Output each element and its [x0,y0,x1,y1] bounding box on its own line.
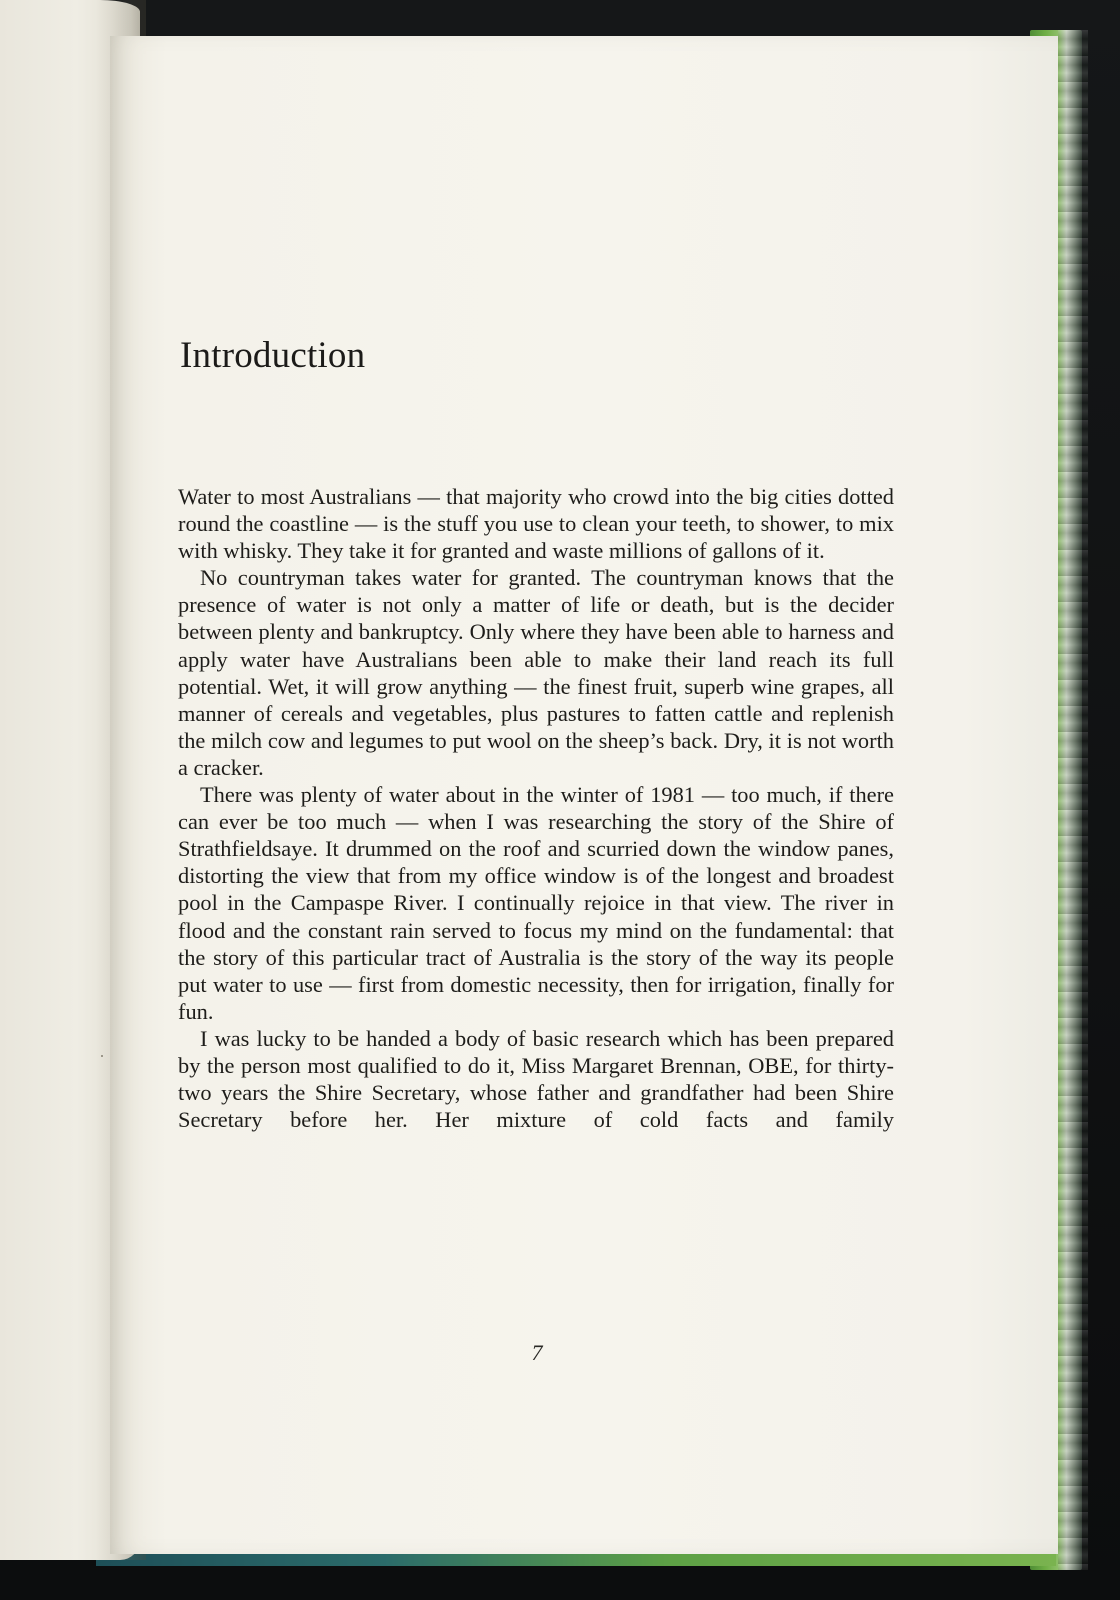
book-cover-texture [1058,30,1088,1570]
chapter-title: Introduction [180,335,366,376]
paragraph-3: There was plenty of water about in the winter of 1981 — too much, if there can ever be too much — when I was researching the story of the Shire of Strathfieldsaye. It drummed on the roof and scurried down the window panes, distorting the view that from my office window is of the longest and broadest pool in the Campaspe River. I continually rejoice in that view. The river in flood and the constant rain served to focus my mind on the fundamental: that the story of this particular tract of Australia is the story of the way its people put water to use — first from domestic necessity, then for irrigation, finally for fun. [178,782,894,1024]
paragraph-4: I was lucky to be handed a body of basic research which has been prepared by the person most qualified to do it, Miss Margaret Brennan, OBE, for thirty-two years the Shire Secretary, whose father and grandfather had been Shire Secretary before her. Her mixture of cold facts and family [178,1025,894,1133]
paragraph-1: Water to most Australians — that majority who crowd into the big cities dotted round the coastline — is the stuff you use to clean your teeth, to shower, to mix with whisky. They take it for granted and waste millions of gallons of it. [178,484,894,564]
body-text [178,483,894,1133]
paragraph-2: No countryman takes water for granted. The countryman knows that the presence of water is not only a matter of life or death, but is the decider between plenty and bankruptcy. Only where they have been able to harness and apply water have Australians been able to make their land reach its full potential. Wet, it will grow anything — the finest fruit, superb wine grapes, all manner of cereals and vegetables, plus pastures to fatten cattle and replenish the milch cow and legumes to put wool on the sheep’s back. Dry, it is not worth a cracker. [178,565,894,780]
paper-speck [101,1055,103,1057]
page-number: 7 [531,1340,543,1365]
